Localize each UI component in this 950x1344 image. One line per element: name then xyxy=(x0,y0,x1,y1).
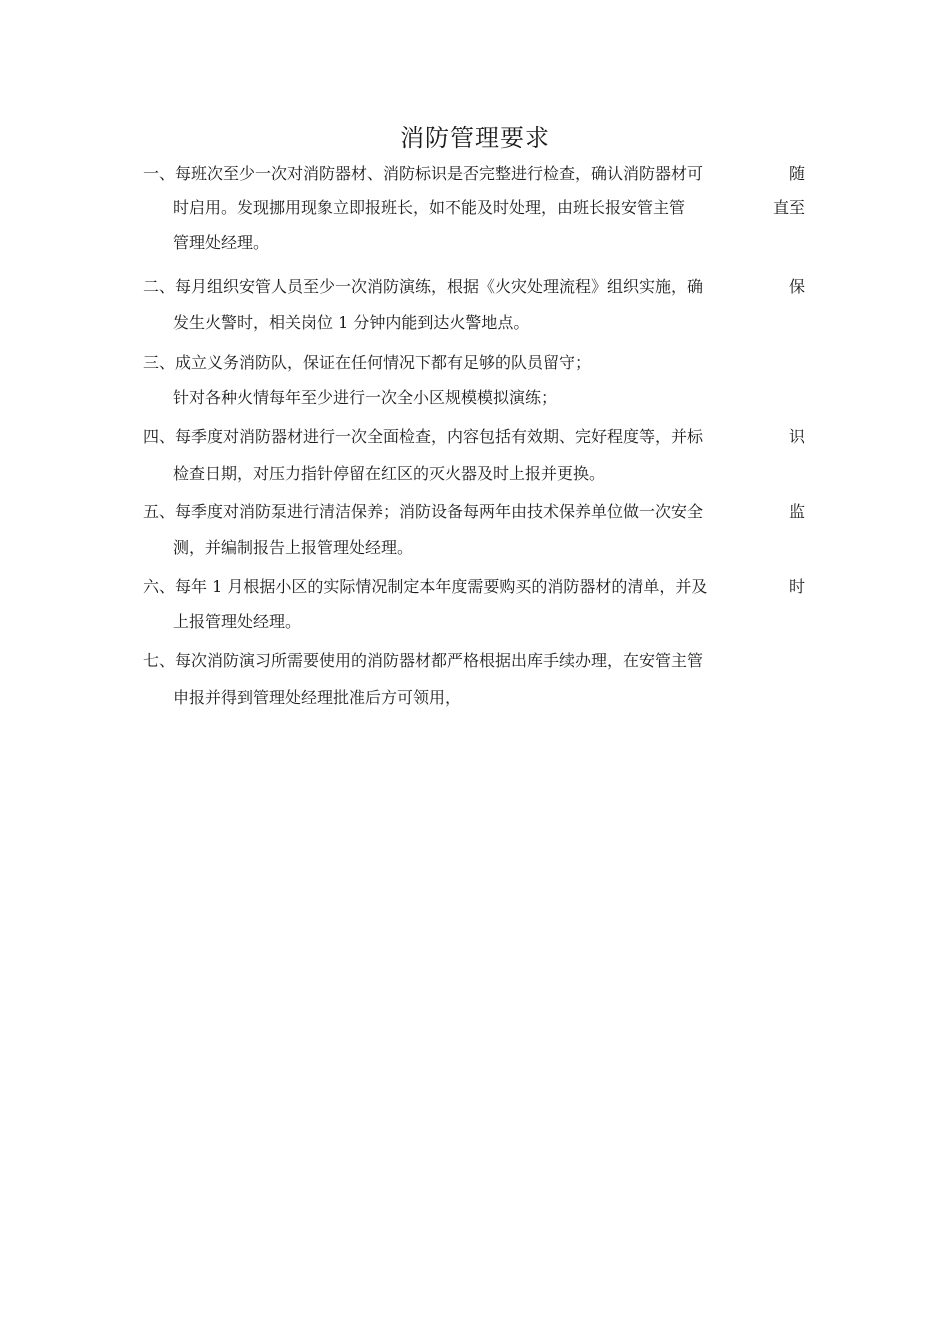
line-3-1: 三、成立义务消防队，保证在任何情况下都有足够的队员留守； xyxy=(143,353,592,372)
line-5-2: 测，并编制报告上报管理处经理。 xyxy=(173,538,414,557)
line-1-1: 一、每班次至少一次对消防器材、消防标识是否完整进行检查，确认消防器材可 xyxy=(143,164,704,183)
tail-1-1: 随 xyxy=(789,164,806,183)
line-5-1: 五、每季度对消防泵进行清洁保养；消防设备每两年由技术保养单位做一次安全 xyxy=(143,502,704,521)
line-2-2: 发生火警时，相关岗位 1 分钟内能到达火警地点。 xyxy=(173,313,530,332)
line-6-1: 六、每年 1 月根据小区的实际情况制定本年度需要购买的消防器材的清单，并及 xyxy=(143,577,708,596)
line-1-2: 时启用。发现挪用现象立即报班长，如不能及时处理，由班长报安管主管 xyxy=(173,198,686,217)
tail-1-2: 直至 xyxy=(773,198,806,217)
line-6-2: 上报管理处经理。 xyxy=(173,612,302,631)
tail-2-1: 保 xyxy=(789,277,806,296)
line-2-1: 二、每月组织安管人员至少一次消防演练，根据《火灾处理流程》组织实施，确 xyxy=(143,277,704,296)
line-3-2: 针对各种火情每年至少进行一次全小区规模模拟演练； xyxy=(173,388,558,407)
page-title: 消防管理要求 xyxy=(400,124,550,152)
line-7-1: 七、每次消防演习所需要使用的消防器材都严格根据出库手续办理，在安管主管 xyxy=(143,651,704,670)
tail-6-1: 时 xyxy=(789,577,806,596)
line-4-2: 检查日期，对压力指针停留在红区的灭火器及时上报并更换。 xyxy=(173,464,606,483)
tail-4-1: 识 xyxy=(789,427,806,446)
line-1-3: 管理处经理。 xyxy=(173,233,270,252)
tail-5-1: 监 xyxy=(789,502,806,521)
line-7-2: 申报并得到管理处经理批准后方可领用， xyxy=(173,688,462,707)
line-4-1: 四、每季度对消防器材进行一次全面检查，内容包括有效期、完好程度等，并标 xyxy=(143,427,704,446)
